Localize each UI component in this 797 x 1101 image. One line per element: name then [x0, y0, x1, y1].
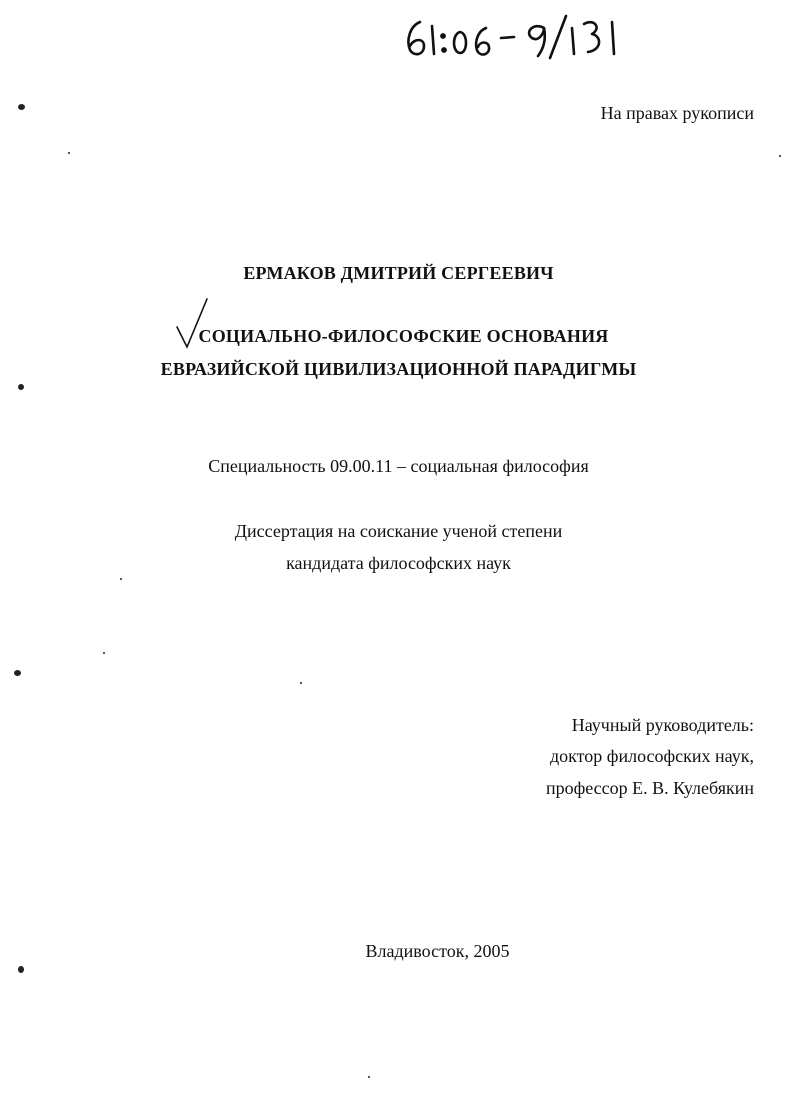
rights-note: На правах рукописи	[600, 103, 754, 123]
handwritten-archive-code	[398, 10, 638, 60]
advisor-line-3: профессор Е. В. Кулебякин	[545, 778, 754, 798]
scan-speck	[120, 578, 122, 580]
dissertation-title-line-1: СОЦИАЛЬНО-ФИЛОСОФСКИЕ ОСНОВАНИЯ	[198, 326, 609, 346]
scan-speck	[18, 384, 24, 390]
author-name: ЕРМАКОВ ДМИТРИЙ СЕРГЕЕВИЧ	[243, 263, 554, 283]
place-year: Владивосток, 2005	[365, 941, 510, 961]
scan-speck	[300, 682, 302, 684]
advisor-line-1: Научный руководитель:	[571, 715, 754, 735]
scan-speck	[18, 104, 25, 110]
scan-speck	[103, 652, 105, 654]
scan-speck	[368, 1076, 370, 1078]
scan-speck	[779, 155, 781, 157]
advisor-line-2: доктор философских наук,	[550, 746, 754, 766]
scan-speck	[68, 152, 70, 154]
dissertation-title-line-2: ЕВРАЗИЙСКОЙ ЦИВИЛИЗАЦИОННОЙ ПАРАДИГМЫ	[160, 359, 637, 379]
scan-speck	[18, 966, 24, 973]
specialty: Специальность 09.00.11 – социальная философия	[208, 456, 589, 476]
scan-speck	[14, 670, 21, 676]
degree-line-1: Диссертация на соискание ученой степени	[234, 521, 563, 541]
degree-line-2: кандидата философских наук	[286, 553, 511, 573]
